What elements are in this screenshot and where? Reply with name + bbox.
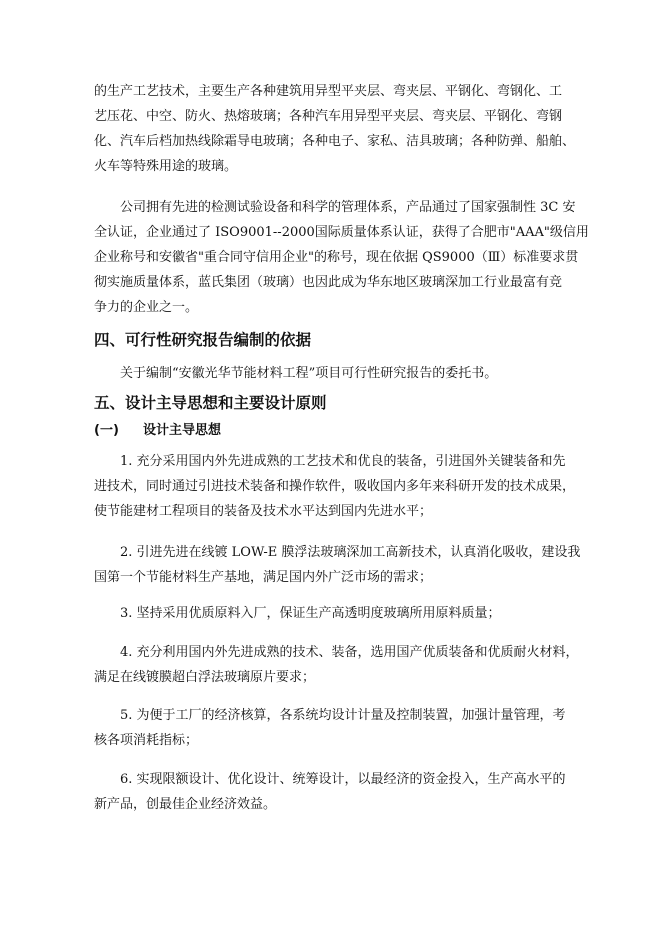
text-line: 化、汽车后档加热线除霜导电玻璃；各种电子、家私、洁具玻璃；各种防弹、船舶、 [94, 134, 576, 149]
subsection-heading: 设计主导思想 [143, 423, 222, 438]
text-line: 满足在线镀膜超白浮法玻璃原片要求； [94, 670, 316, 685]
text-line: 彻实施质量体系，蓝氏集团（玻璃）也因此成为华东地区玻璃深加工行业最富有竞 [94, 275, 563, 290]
text-line: 企业称号和安徽省"重合同守信用企业"的称号，现在依据 QS9000（Ⅲ）标准要求贯 [94, 250, 579, 265]
text-line: 核各项消耗指标； [94, 733, 199, 748]
text-line: 5. 为便于工厂的经济核算，各系统均设计计量及控制装置，加强计量管理，考 [120, 708, 566, 723]
subsection-number: (一) [94, 423, 119, 438]
section-4-heading: 四、可行性研究报告编制的依据 [94, 331, 312, 349]
text-line: 国第一个节能材料生产基地，满足国内外广泛市场的需求； [94, 570, 433, 585]
text-line: 艺压花、中空、防火、热熔玻璃；各种汽车用异型平夹层、弯夹层、平钢化、弯钢 [94, 109, 563, 124]
text-line: 争力的企业之一。 [94, 300, 199, 315]
section-4-text: 关于编制“安徽光华节能材料工程”项目可行性研究报告的委托书。 [120, 366, 498, 381]
text-line: 的生产工艺技术，主要生产各种建筑用异型平夹层、弯夹层、平钢化、弯钢化、工 [94, 84, 563, 99]
text-line: 2. 引进先进在线镀 LOW-E 膜浮法玻璃深加工高新技术，认真消化吸收，建设我 [120, 545, 581, 560]
text-line: 6. 实现限额设计、优化设计、统筹设计，以最经济的资金投入，生产高水平的 [120, 772, 566, 787]
text-line: 1. 充分采用国内外先进成熟的工艺技术和优良的装备，引进国外关键装备和先 [120, 454, 566, 469]
text-line: 使节能建材工程项目的装备及技术水平达到国内先进水平； [94, 504, 433, 519]
text-line: 进技术，同时通过引进技术装备和操作软件，吸收国内多年来科研开发的技术成果， [94, 479, 576, 494]
section-5-heading: 五、设计主导思想和主要设计原则 [94, 394, 327, 412]
text-line: 公司拥有先进的检测试验设备和科学的管理体系，产品通过了国家强制性 3C 安 [120, 200, 576, 215]
text-line: 3. 坚持采用优质原料入厂，保证生产高透明度玻璃所用原料质量； [120, 606, 501, 621]
text-line: 全认证，企业通过了 ISO9001--2000国际质量体系认证，获得了合肥市"AAA"级信用 [94, 225, 589, 240]
text-line: 4. 充分利用国内外先进成熟的技术、装备，选用国产优质装备和优质耐火材料， [120, 645, 579, 660]
text-line: 新产品，创最佳企业经济效益。 [94, 797, 277, 812]
text-line: 火车等特殊用途的玻璃。 [94, 159, 238, 174]
